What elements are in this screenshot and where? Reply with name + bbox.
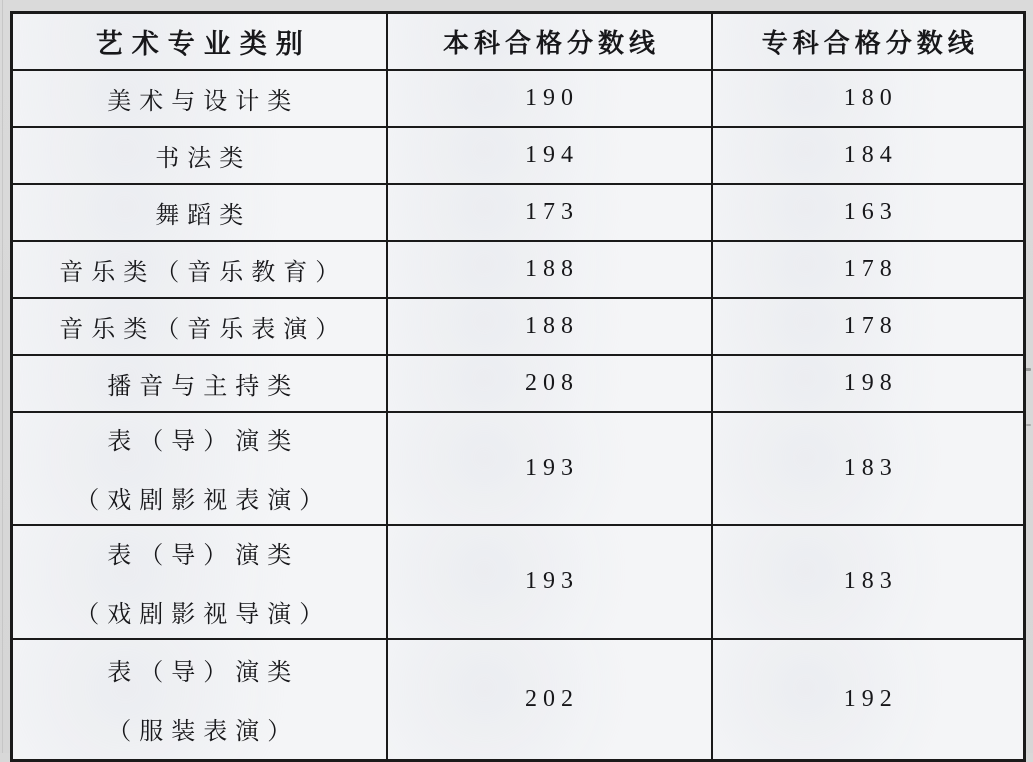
- category-line-2: （戏剧影视导演）: [75, 601, 332, 628]
- zhuanke-score-cell: 198: [712, 355, 1025, 412]
- zhuanke-score-cell: 180: [712, 70, 1025, 127]
- category-line-2: （戏剧影视表演）: [75, 488, 332, 514]
- category-cell: [12, 639, 387, 761]
- benke-score-cell: 188: [387, 241, 712, 298]
- zhuanke-score-cell: 183: [712, 412, 1025, 525]
- art-exam-score-table: [10, 11, 1026, 762]
- header-category: 艺术专业类别: [12, 13, 387, 70]
- scan-artifact-left-line: [2, 0, 3, 753]
- scan-artifact-dash: [1026, 424, 1031, 426]
- benke-score-cell: 193: [387, 525, 712, 639]
- table-row: [12, 412, 1025, 525]
- table-row: [12, 127, 1025, 184]
- table-header-row: [12, 13, 1025, 70]
- category-line-2: （服装表演）: [107, 719, 300, 746]
- table-row: [12, 241, 1025, 298]
- header-zhuanke-cutoff: 专科合格分数线: [712, 13, 1025, 70]
- table-row: [12, 525, 1025, 639]
- table-row: [12, 184, 1025, 241]
- category-cell: [12, 412, 387, 525]
- zhuanke-score-cell: 184: [712, 127, 1025, 184]
- benke-score-cell: 188: [387, 298, 712, 355]
- benke-score-cell: 194: [387, 127, 712, 184]
- table-row: [12, 70, 1025, 127]
- category-cell: 舞蹈类: [12, 184, 387, 241]
- category-cell: 音乐类（音乐教育）: [12, 241, 387, 298]
- table-row: [12, 355, 1025, 412]
- category-cell: 播音与主持类: [12, 355, 387, 412]
- zhuanke-score-cell: 192: [712, 639, 1025, 761]
- zhuanke-score-cell: 178: [712, 298, 1025, 355]
- zhuanke-score-cell: 183: [712, 525, 1025, 639]
- table-row: [12, 639, 1025, 761]
- benke-score-cell: 193: [387, 412, 712, 525]
- category-line-1: 表（导）演类: [107, 542, 300, 569]
- zhuanke-score-cell: 178: [712, 241, 1025, 298]
- header-benke-cutoff: 本科合格分数线: [387, 13, 712, 70]
- table-row: [12, 298, 1025, 355]
- category-cell: 书法类: [12, 127, 387, 184]
- zhuanke-score-cell: 163: [712, 184, 1025, 241]
- benke-score-cell: 173: [387, 184, 712, 241]
- category-cell: 美术与设计类: [12, 70, 387, 127]
- category-line-1: 表（导）演类: [107, 429, 300, 455]
- benke-score-cell: 202: [387, 639, 712, 761]
- category-line-1: 表（导）演类: [107, 660, 300, 687]
- benke-score-cell: 190: [387, 70, 712, 127]
- benke-score-cell: 208: [387, 355, 712, 412]
- category-cell: 音乐类（音乐表演）: [12, 298, 387, 355]
- category-cell: [12, 525, 387, 639]
